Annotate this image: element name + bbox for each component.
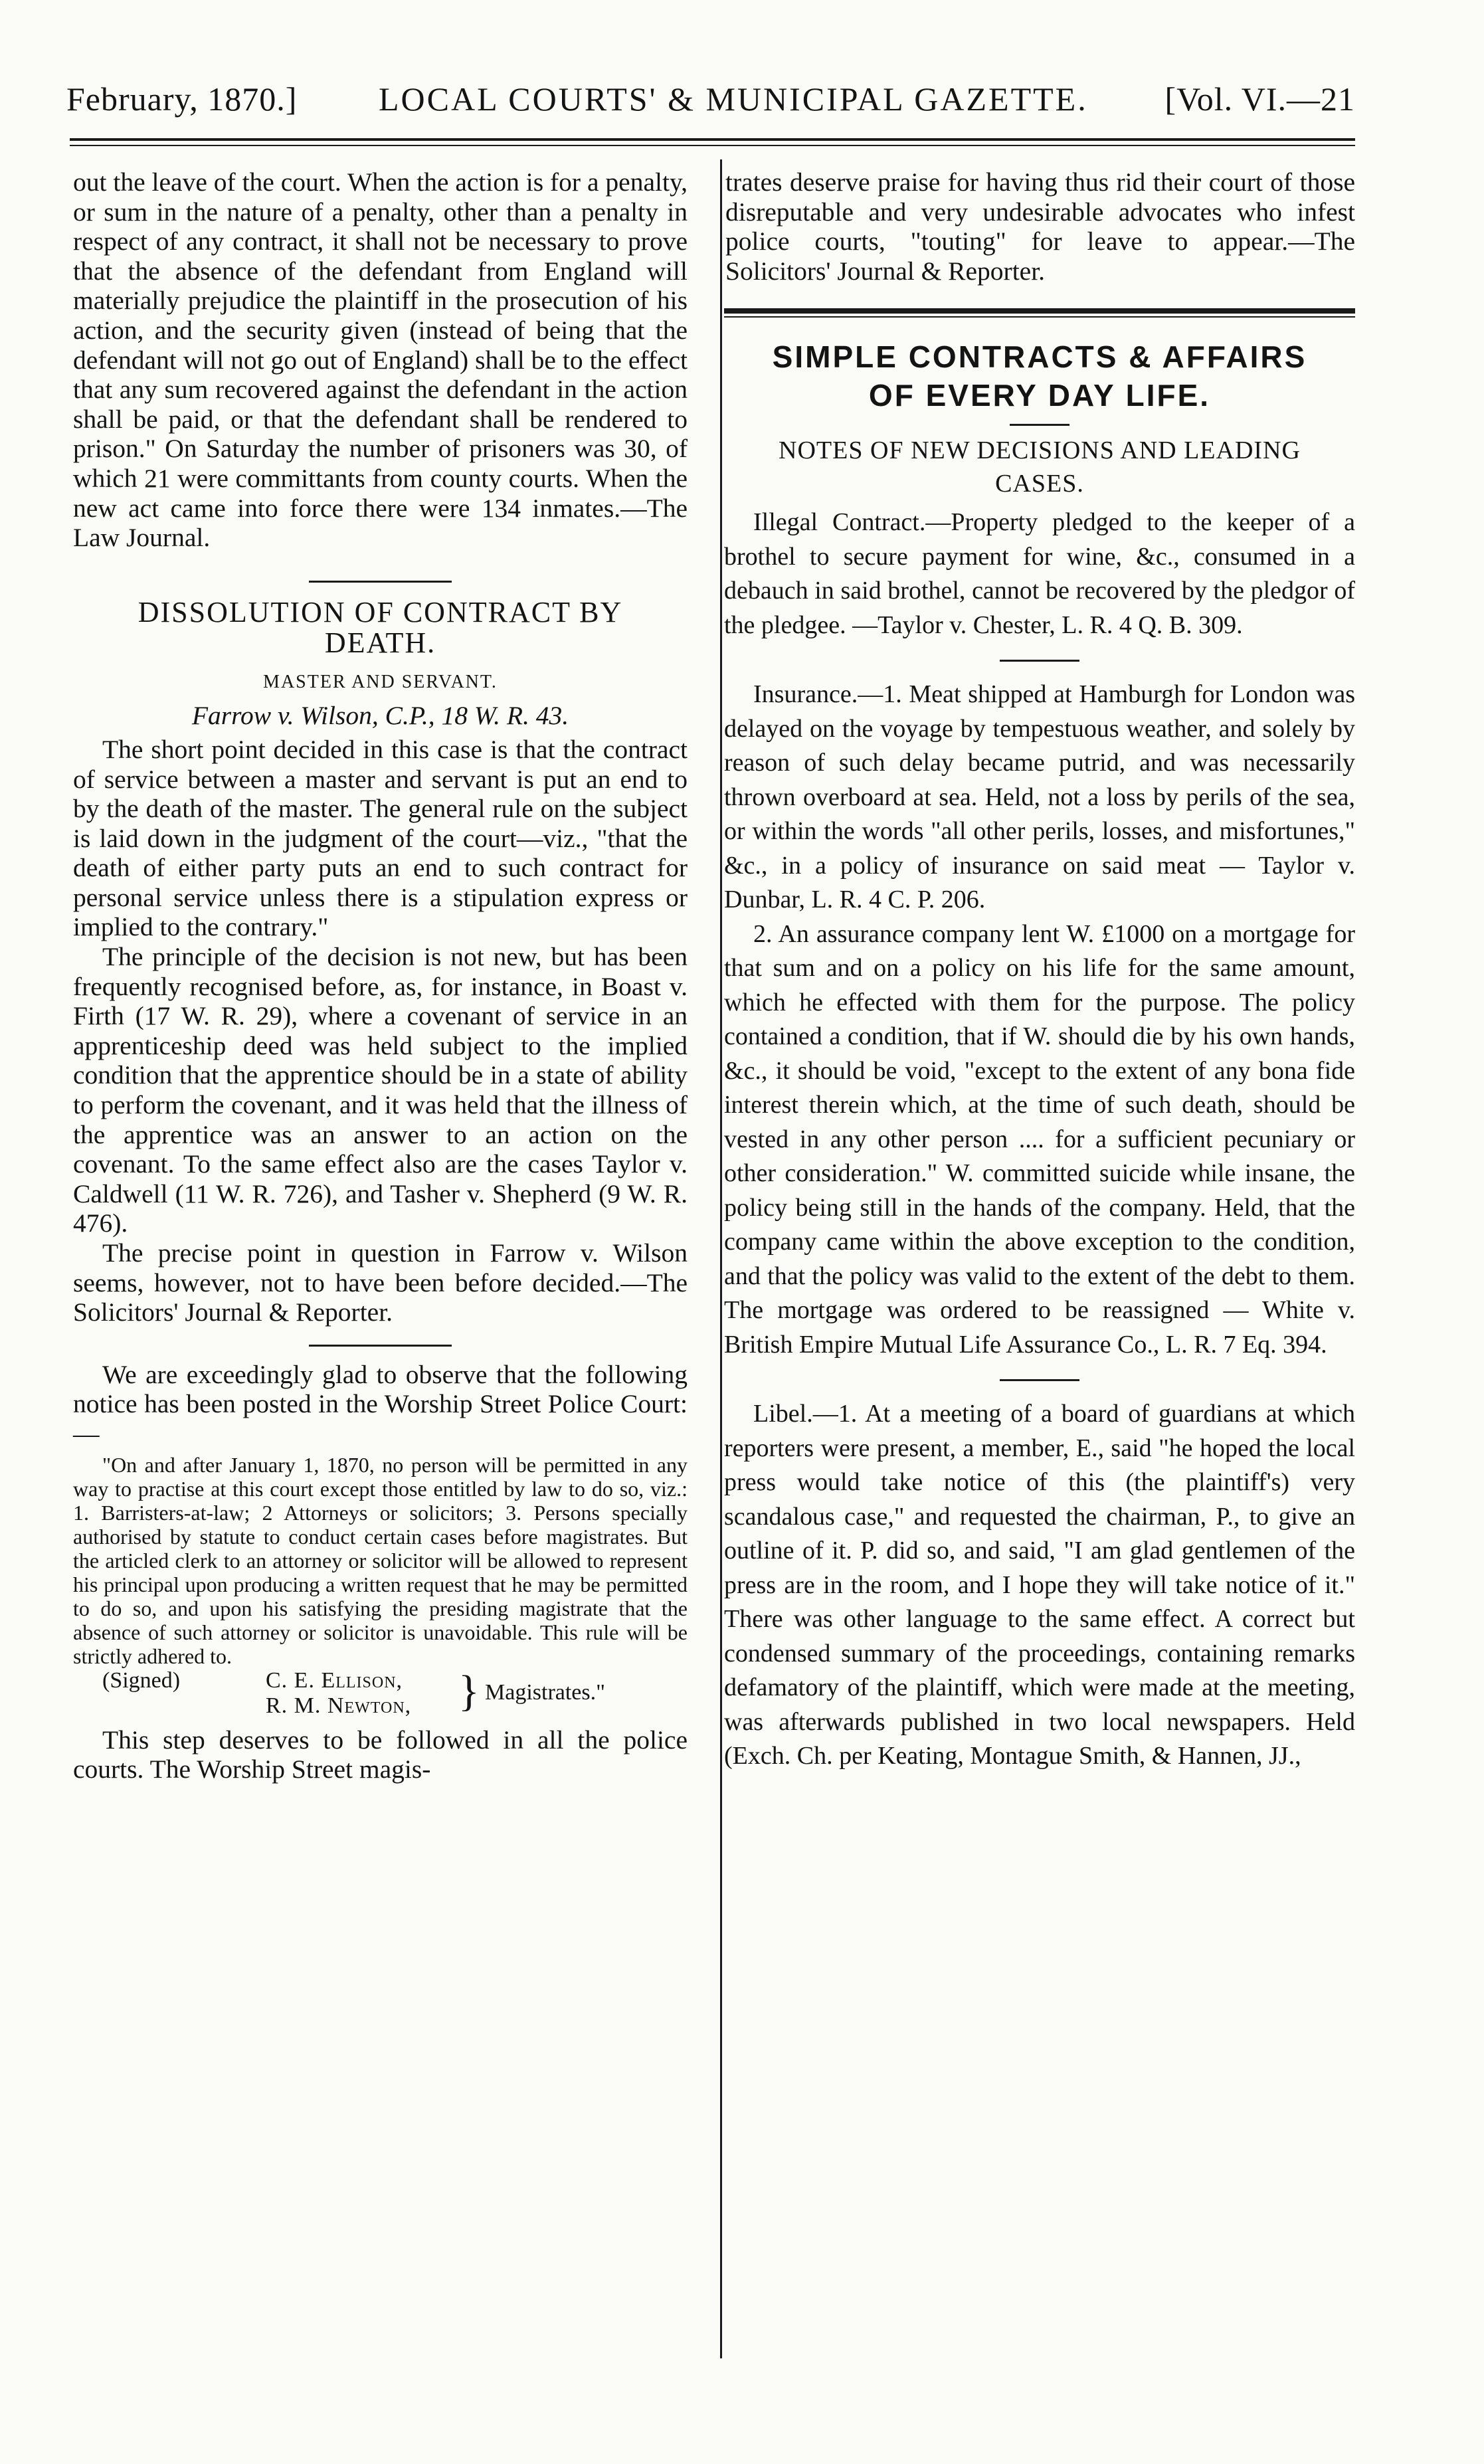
section-divider — [309, 1345, 452, 1347]
libel-note: Libel.—1. At a meeting of a board of guardians at which reporters were present, a member, E., said "he hoped the local press would take notice of this (the plaintiff's) very scandalous case," and requested the chairman, P., to give an outline of it. P. did so, and said, "I am glad gentlemen of the press are in the room, and I hope they will take notice of it." There was other language to the same effect. A correct but condensed summary of the proceedings, containing remarks defamatory of the plaintiff, which were made at the meeting, was afterwards published in two local newspapers. Held (Exch. Ch. per Keating, Montague Smith, & Hannen, JJ., — [724, 1400, 1355, 1770]
worship-street-intro: We are exceedingly glad to observe that the following notice has been posted in the Worship Street Police Court:— — [73, 1359, 688, 1448]
insurance-note-2: 2. An assurance company lent W. £1000 on a mortgage for that sum and on a policy on his life for the same amount, which he effected with them for the purpose. The policy contained a condition, that if W. should die by his own hands, &c., it should be void, "except to the extent of any bona fide interest therein which, at the time of such death, should be vested in any other person .... for a sufficient pecuniary or other consideration." W. committed suicide while insane, the policy being still in the hands of the company. Held, that the company came within the above exception to the condition, and that the policy was valid to the extent of the debt to them. The mortgage was ordered to be reassigned — White v. British Empire Mutual Life Assurance Co., L. R. 7 Eq. 394. — [724, 919, 1355, 1359]
case-citation: Farrow v. Wilson, C.P., 18 W. R. 43. — [191, 701, 569, 731]
gazette-title: LOCAL COURTS' & MUNICIPAL GAZETTE. — [379, 80, 1088, 118]
closing-paragraph: This step deserves to be followed in all the police courts. The Worship Street magis- — [73, 1725, 688, 1784]
dissolution-title: DISSOLUTION OF CONTRACT BY DEATH. — [138, 595, 623, 659]
title-rule — [1010, 424, 1069, 426]
section-break-thin — [724, 316, 1355, 318]
dissolution-para-1: The short point decided in this case is that the contract of service between a master and servant is put an end to by the death of the master. The general rule on the subject is laid down in the judgment of the court—viz., "that the death of either party puts an end to such contract for personal service unless there is a stipulation express or implied to the contrary." — [73, 734, 688, 942]
court-notice: "On and after January 1, 1870, no person will be permitted in any way to practise at this court except those entitled by law to do so, viz.: 1. Barristers-at-law; 2 Attorneys or solicitors; 3. Persons specially authorised by statute to conduct certain cases before magistrates. But the articled clerk to an attorney or solicitor will be allowed to represent his principal upon producing a written request that he may be permitted to do so, and upon his satisfying the presiding magistrate that the absence of such attorney or solicitor is unavoidable. This rule will be strictly adhered to. — [73, 1452, 688, 1668]
section-divider — [309, 581, 452, 583]
brace-glyph: } — [458, 1666, 480, 1715]
header-rule-thick — [70, 138, 1355, 141]
illegal-contract-note: Illegal Contract.—Property pledged to the keeper of a brothel to secure payment for wine, &c., consumed in a debauch in said brothel, cannot be recovered by the pledgor of the pledgee. —Taylor v. Chester, L. R. 4 Q. B. 309. — [724, 508, 1355, 639]
magistrates-label: Magistrates." — [485, 1679, 606, 1705]
dissolution-para-2: The principle of the decision is not new, but has been frequently recognised before, as, for instance, in Boast v. Firth (17 W. R. 29), where a covenant of service in an apprenticeship deed was held subject to the implied condition that the apprentice should be in a state of ability to perform the covenant, and it was held that the illness of the apprentice was an answer to an action on the covenant. To the same effect also are the cases Taylor v. Caldwell (11 W. R. 726), and Tasher v. Shepherd (9 W. R. 476). — [73, 942, 688, 1238]
left-column — [73, 167, 688, 1784]
signed-label: (Signed) — [102, 1667, 181, 1693]
column-divider — [720, 159, 722, 2358]
dissolution-para-3: The precise point in question in Farrow v. Wilson seems, however, not to have been before decided.—The Solicitors' Journal & Reporter. — [73, 1238, 688, 1327]
section-title-line-2: OF EVERY DAY LIFE. — [868, 378, 1211, 413]
notice-signatures — [73, 1668, 688, 1721]
notes-heading: NOTES OF NEW DECISIONS AND LEADING CASES. — [779, 436, 1301, 498]
signer-ellison: C. E. Ellison, — [266, 1667, 403, 1693]
signer-newton: R. M. Newton, — [266, 1693, 412, 1718]
note-divider — [1000, 1379, 1079, 1381]
intro-paragraph: out the leave of the court. When the action is for a penalty, or sum in the nature of a penalty, other than a penalty in respect of any contract, it shall not be necessary to prove that the absence of the defendant from England will materially prejudice the plaintiff in the prosecution of his action, and the security given (instead of being that the defendant will not go out of England) shall be to the effect that any sum recovered against the defendant in the action shall be paid, or that the defendant shall be rendered to prison." On Saturday the number of prisoners was 30, of which 21 were committants from county courts. When the new act came into force there were 134 inmates.—The Law Journal. — [73, 167, 688, 553]
section-title-line-1: SIMPLE CONTRACTS & AFFAIRS — [772, 339, 1307, 375]
continued-paragraph: trates deserve praise for having thus rid their court of those disreputable and very undesirable advocates who infest police courts, "touting" for leave to appear.—The Solicitors' Journal & Reporter. — [725, 167, 1355, 286]
dissolution-subtitle: MASTER AND SERVANT. — [263, 671, 498, 692]
page-header — [60, 80, 1355, 133]
header-rule-thin — [70, 145, 1355, 146]
insurance-note-1: Insurance.—1. Meat shipped at Hamburgh for London was delayed on the voyage by tempestuous weather, and solely by reason of such delay became putrid, and was necessarily thrown overboard at sea. Held, not a loss by perils of the sea, or within the words "all other perils, losses, and misfortunes," &c., in a policy of insurance on said meat — Taylor v. Dunbar, L. R. 4 C. P. 206. — [724, 680, 1355, 914]
section-break-thick — [724, 308, 1355, 314]
right-column — [724, 167, 1355, 1774]
issue-date: February, 1870.] — [66, 80, 298, 118]
volume-number: [Vol. VI.—21 — [1164, 80, 1355, 118]
note-divider — [1000, 660, 1079, 662]
